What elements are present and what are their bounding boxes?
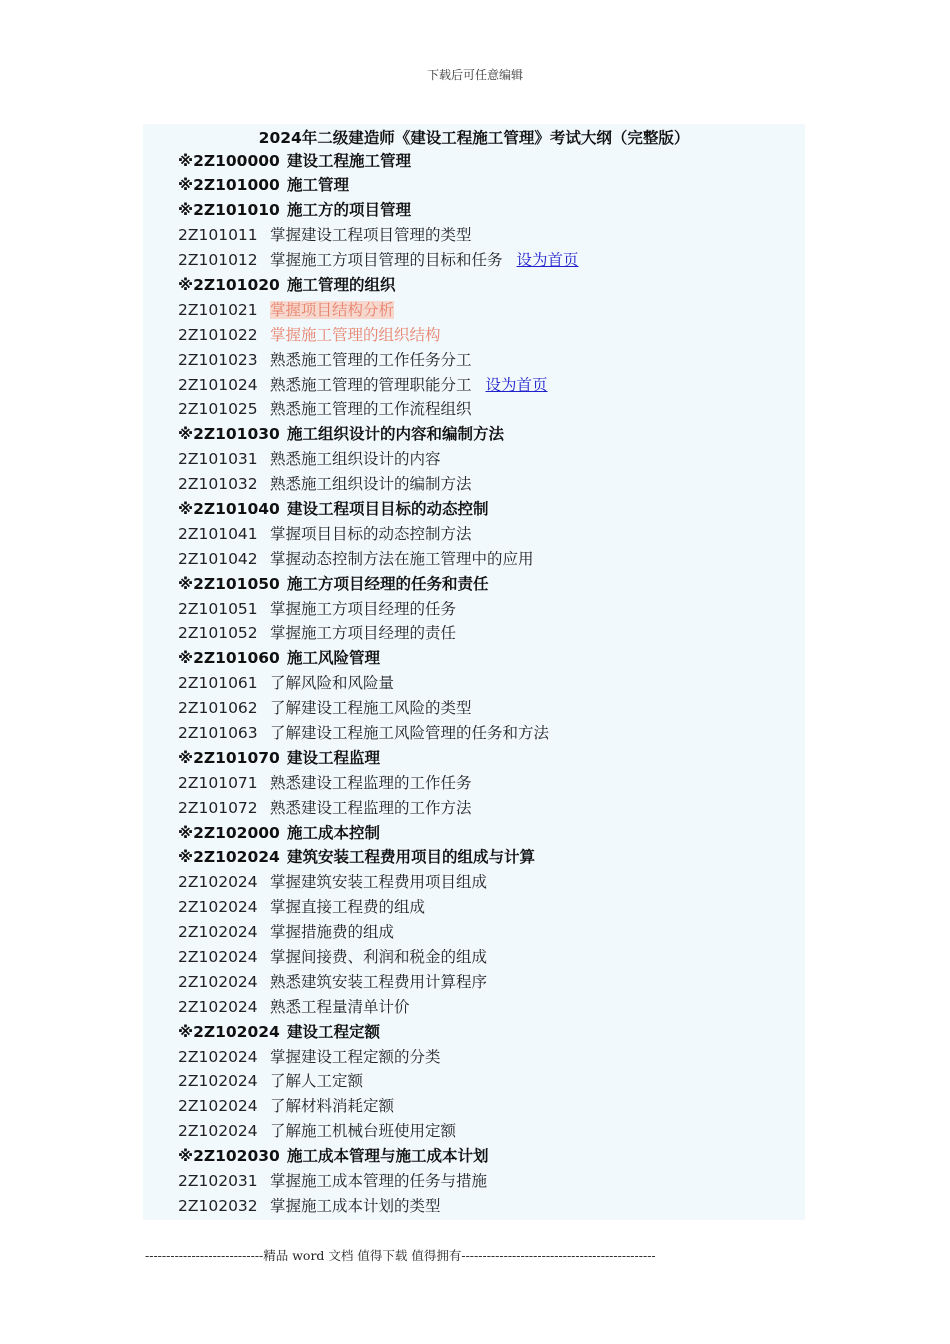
item-text: 施工管理 (287, 176, 350, 195)
item-code: 2Z102024 (178, 898, 258, 917)
item-code: 2Z102024 (178, 948, 258, 966)
outline-item (178, 995, 805, 1020)
item-code: ※2Z102024 (178, 1022, 280, 1041)
item-code: ※2Z101030 (178, 425, 280, 444)
set-homepage-link[interactable]: 设为首页 (516, 251, 579, 270)
set-homepage-link[interactable]: 设为首页 (485, 375, 548, 394)
item-text: 熟悉施工管理的管理职能分工 (270, 375, 472, 394)
item-text: 了解建设工程施工风险的类型 (270, 699, 472, 718)
item-code: ※2Z102000 (178, 823, 280, 842)
item-text: 熟悉建筑安装工程费用计算程序 (270, 972, 488, 991)
item-code: ※2Z100000 (178, 151, 280, 170)
outline-item (178, 1194, 805, 1219)
item-code: 2Z101011 (178, 226, 258, 245)
item-code: 2Z101062 (178, 699, 258, 718)
item-text: 熟悉施工管理的工作任务分工 (270, 350, 472, 369)
item-text: 建设工程定额 (287, 1022, 381, 1041)
outline-item (178, 248, 805, 273)
outline-item (178, 870, 805, 895)
outline-item (178, 348, 805, 373)
item-text: 了解风险和风险量 (270, 674, 395, 693)
item-text: 了解建设工程施工风险管理的任务和方法 (270, 723, 550, 742)
item-text: 熟悉工程量清单计价 (270, 997, 410, 1016)
outline-item (178, 223, 805, 248)
item-text: 掌握间接费、利润和税金的组成 (270, 948, 488, 966)
item-text: 施工组织设计的内容和编制方法 (287, 425, 505, 444)
item-code: ※2Z102030 (178, 1147, 280, 1166)
outline-item (178, 1094, 805, 1119)
item-code: ※2Z101040 (178, 499, 280, 518)
item-text: 掌握项目目标的动态控制方法 (270, 524, 472, 543)
item-text: 建筑安装工程费用项目的组成与计算 (287, 848, 536, 867)
item-code: ※2Z101020 (178, 275, 280, 294)
item-text: 建设工程项目目标的动态控制 (287, 499, 489, 518)
outline-item (178, 1169, 805, 1194)
item-code: 2Z102024 (178, 1122, 258, 1141)
outline-item (178, 1069, 805, 1094)
item-text: 掌握施工成本计划的类型 (270, 1196, 441, 1215)
item-code: 2Z101071 (178, 773, 258, 792)
outline-item (178, 298, 805, 323)
outline-item (178, 621, 805, 646)
item-code: 2Z101063 (178, 723, 258, 742)
item-text: 了解材料消耗定额 (270, 1097, 395, 1116)
item-code: ※2Z102024 (178, 848, 280, 867)
outline-item (178, 920, 805, 945)
item-code: ※2Z101050 (178, 574, 280, 593)
outline-item (178, 447, 805, 472)
item-code: 2Z102024 (178, 1072, 258, 1091)
item-code: 2Z101012 (178, 251, 258, 270)
document-body (143, 124, 805, 1220)
section-heading (178, 821, 805, 846)
item-text: 施工成本控制 (287, 823, 381, 842)
item-text: 掌握施工方项目经理的任务 (270, 599, 457, 618)
item-text: 熟悉建设工程监理的工作任务 (270, 773, 472, 792)
page-header: 下载后可任意编辑 (426, 68, 523, 82)
outline-item (178, 397, 805, 422)
item-text: 掌握直接工程费的组成 (270, 898, 426, 917)
section-heading (178, 173, 805, 198)
item-code: 2Z101024 (178, 375, 258, 394)
item-text: 熟悉建设工程监理的工作方法 (270, 798, 472, 817)
item-code: 2Z101042 (178, 549, 258, 568)
item-text: 熟悉施工组织设计的内容 (270, 450, 441, 469)
outline-item (178, 323, 805, 348)
item-code: 2Z101051 (178, 599, 258, 618)
item-text: 掌握措施费的组成 (270, 923, 395, 942)
section-heading (178, 198, 805, 223)
outline-item (178, 696, 805, 721)
item-code: ※2Z101070 (178, 748, 280, 767)
outline-item (178, 945, 805, 970)
item-code: ※2Z101000 (178, 176, 280, 195)
outline-item (178, 796, 805, 821)
section-heading (178, 422, 805, 447)
item-text: 施工风险管理 (287, 649, 381, 668)
outline-item (178, 771, 805, 796)
outline-item (178, 721, 805, 746)
item-text: 掌握建筑安装工程费用项目组成 (270, 873, 488, 892)
item-code: 2Z102024 (178, 997, 258, 1016)
outline-item (178, 547, 805, 572)
outline-item (178, 1045, 805, 1070)
item-code: 2Z102024 (178, 1097, 258, 1116)
item-code: 2Z101032 (178, 475, 258, 494)
outline-item (178, 597, 805, 622)
item-text: 掌握施工方项目经理的责任 (270, 624, 457, 643)
outline-item (178, 472, 805, 497)
item-code: ※2Z101060 (178, 649, 280, 668)
item-code: ※2Z101010 (178, 201, 280, 220)
item-text: 掌握项目结构分析 (270, 300, 395, 319)
section-heading (178, 646, 805, 671)
item-code: 2Z101022 (178, 325, 258, 344)
outline-item (178, 671, 805, 696)
outline-item (178, 895, 805, 920)
item-text: 熟悉施工管理的工作流程组织 (270, 400, 472, 419)
item-code: 2Z102032 (178, 1196, 258, 1215)
item-code: 2Z101031 (178, 450, 258, 469)
section-heading (178, 746, 805, 771)
document-title: 2024年二级建造师《建设工程施工管理》考试大纲（完整版） (258, 129, 690, 147)
section-heading (178, 149, 805, 174)
item-code: 2Z101023 (178, 350, 258, 369)
item-text: 了解施工机械台班使用定额 (270, 1122, 457, 1141)
section-heading (178, 497, 805, 522)
item-text: 掌握动态控制方法在施工管理中的应用 (270, 549, 534, 568)
section-heading (178, 845, 805, 870)
item-code: 2Z101061 (178, 674, 258, 693)
outline-item (178, 522, 805, 547)
item-text: 建设工程施工管理 (287, 151, 412, 170)
item-text: 施工管理的组织 (287, 275, 396, 294)
section-heading (178, 572, 805, 597)
page-footer: ----------------------------精品 word 文档 值得下载 值得拥有---------------------------------------------- (145, 1248, 656, 1263)
item-text: 了解人工定额 (270, 1072, 364, 1091)
item-code: 2Z102024 (178, 972, 258, 991)
outline-item (178, 1119, 805, 1144)
item-text: 掌握建设工程项目管理的类型 (270, 226, 472, 245)
outline-item (178, 970, 805, 995)
item-code: 2Z102031 (178, 1172, 258, 1191)
item-text: 掌握施工方项目管理的目标和任务 (270, 251, 503, 270)
item-text: 掌握施工成本管理的任务与措施 (270, 1172, 488, 1191)
item-code: 2Z102024 (178, 923, 258, 942)
item-text: 施工方的项目管理 (287, 201, 412, 220)
item-code: 2Z101072 (178, 798, 258, 817)
item-text: 建设工程监理 (287, 748, 381, 767)
item-text: 掌握建设工程定额的分类 (270, 1047, 441, 1066)
section-heading (178, 273, 805, 298)
outline-item (178, 373, 805, 398)
item-code: 2Z101025 (178, 400, 258, 419)
item-code: 2Z102024 (178, 1047, 258, 1066)
item-text: 熟悉施工组织设计的编制方法 (270, 475, 472, 494)
item-text: 掌握施工管理的组织结构 (270, 325, 441, 344)
outline-list (178, 149, 805, 1219)
item-code: 2Z101021 (178, 300, 258, 319)
section-heading (178, 1144, 805, 1169)
item-code: 2Z101041 (178, 524, 258, 543)
item-text: 施工成本管理与施工成本计划 (287, 1147, 489, 1166)
item-code: 2Z102024 (178, 873, 258, 892)
section-heading (178, 1020, 805, 1045)
item-text: 施工方项目经理的任务和责任 (287, 574, 489, 593)
item-code: 2Z101052 (178, 624, 258, 643)
